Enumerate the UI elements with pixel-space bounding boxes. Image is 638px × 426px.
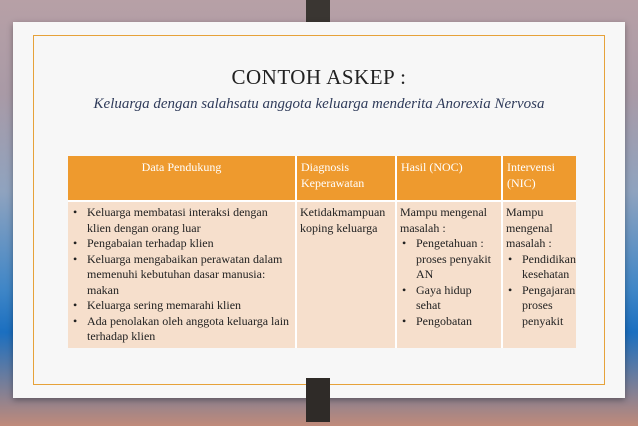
cell-noc [396, 201, 502, 348]
list-item: • Pengobatan [400, 314, 498, 330]
binder-clip-bottom [306, 378, 330, 422]
binder-clip-top [306, 0, 330, 22]
header-data-pendukung: Data Pendukung [68, 156, 296, 201]
nic-list [506, 251, 576, 330]
slide-subtitle: Keluarga dengan salahsatu anggota keluarga menderita Anorexia Nervosa [93, 96, 545, 112]
table-header-row [68, 156, 576, 201]
noc-list [400, 236, 498, 329]
list-item: • Keluarga membatasi interaksi dengan klien dengan orang luar [71, 205, 292, 236]
list-item: • Pendidikan kesehatan [506, 252, 573, 283]
list-item: • Keluarga sering memarahi klien [71, 298, 292, 314]
data-pendukung-list [71, 205, 292, 345]
list-item: • Gaya hidup sehat [400, 283, 498, 314]
list-item: • Pengabaian terhadap klien [71, 236, 292, 252]
noc-intro: Mampu mengenal masalah : [400, 205, 487, 235]
slide-title: CONTOH ASKEP : [231, 65, 407, 89]
cell-data-pendukung [68, 201, 296, 348]
cell-nic [502, 201, 576, 348]
list-item: • Pengetahuan : proses penyakit AN [400, 236, 498, 283]
table-row [68, 201, 576, 348]
header-nic: Intervensi (NIC) [502, 156, 576, 201]
diagnosis-text: Ketidakmampuan koping keluarga [300, 205, 386, 235]
nic-intro: Mampu mengenal masalah : [506, 205, 553, 250]
cell-diagnosis [296, 201, 396, 348]
askep-table [68, 156, 576, 348]
header-diagnosis: Diagnosis Keperawatan [296, 156, 396, 201]
list-item: • Ada penolakan oleh anggota keluarga lain terhadap klien [71, 314, 292, 345]
header-noc: Hasil (NOC) [396, 156, 502, 201]
list-item: • Pengajaran proses penyakit [506, 283, 573, 330]
list-item: • Keluarga mengabaikan perawatan dalam memenuhi kebutuhan dasar manusia: makan [71, 252, 292, 299]
